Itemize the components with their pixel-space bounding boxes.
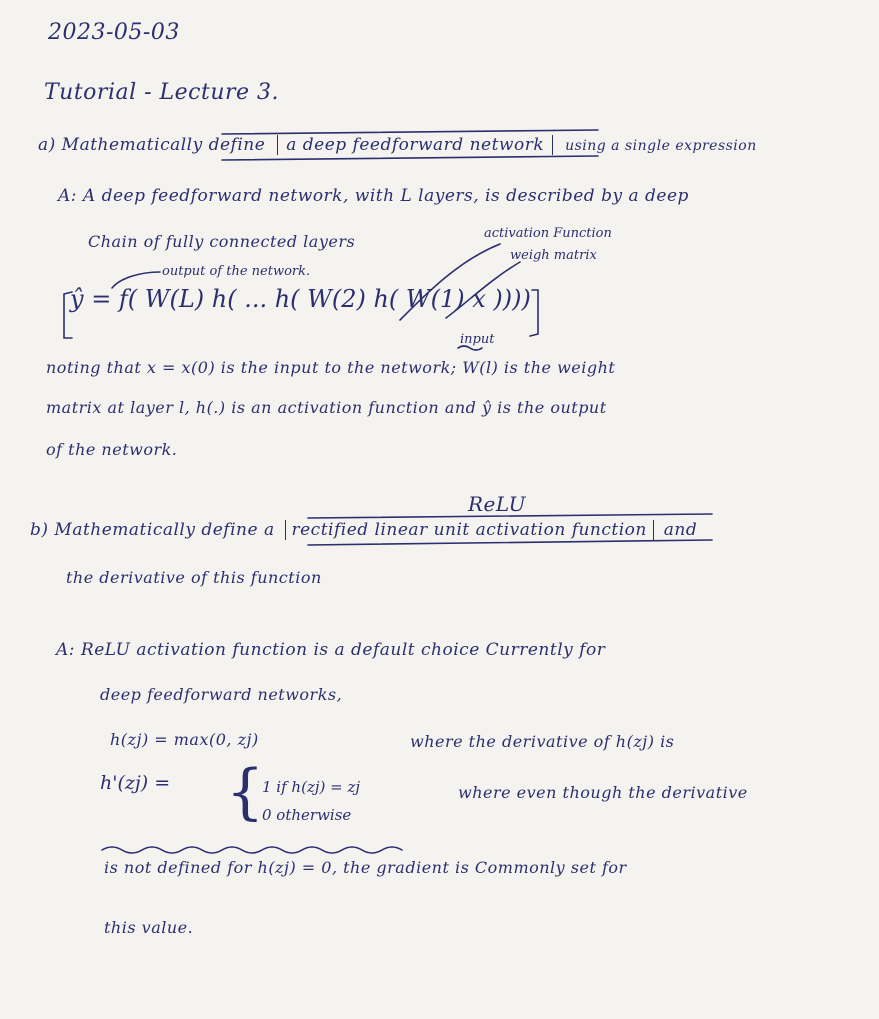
formula-text: ŷ = f( W(L) h( ... h( W(2) h( W(1) x )))) [70, 285, 531, 313]
question-b-prefix: b) Mathematically define a [30, 520, 275, 540]
note-line1: noting that x = x(0) is the input to the network; W(l) is the weight [46, 358, 616, 377]
annotation-weight-matrix: weigh matrix [510, 248, 597, 263]
note-line3: of the network. [46, 440, 178, 459]
tilde-input [458, 346, 482, 350]
derivative-note-a: where even though the derivative [458, 783, 748, 802]
question-b-boxed: rectified linear unit activation function [285, 520, 654, 540]
question-a-boxed: a deep feedforward network [277, 135, 553, 155]
answer-b-line1: A: ReLU activation function is a default choice Currently for [56, 640, 606, 660]
question-b-line2: the derivative of this function [66, 568, 322, 587]
derivative-case2: 0 otherwise [262, 806, 352, 824]
box-topline-a [222, 130, 598, 134]
cases-brace: { [226, 757, 265, 827]
annotation-output: output of the network. [162, 264, 311, 279]
date: 2023-05-03 [48, 20, 180, 45]
derivative-intro: where the derivative of h(zj) is [410, 732, 675, 751]
annotation-input: input [460, 332, 495, 347]
formula-bracket-right [530, 290, 538, 336]
arrow-output [112, 272, 160, 288]
question-a-suffix: using a single expression [565, 138, 757, 154]
answer-a-line2: Chain of fully connected layers [88, 232, 356, 251]
question-b-suffix: and [663, 520, 698, 540]
derivative-case1: 1 if h(zj) = zj [262, 778, 361, 796]
derivative-note-c: this value. [104, 918, 194, 937]
page-title: Tutorial - Lecture 3. [44, 80, 280, 105]
derivative-note-b: is not defined for h(zj) = 0, the gradient is Commonly set for [104, 858, 627, 877]
relu-label: ReLU [468, 492, 526, 516]
wavy-underline [102, 847, 402, 853]
derivative-lhs: h'(zj) = [100, 772, 171, 794]
arrow-activation [400, 244, 500, 320]
relu-formula: h(zj) = max(0, zj) [110, 730, 259, 749]
box-underline-a [222, 156, 598, 160]
arrow-weight [446, 262, 520, 318]
formula-bracket-left [64, 292, 72, 338]
note-line2: matrix at layer l, h(.) is an activation function and ŷ is the output [46, 398, 607, 417]
question-a-prefix: a) Mathematically define [38, 135, 266, 155]
box-topline-b [308, 514, 712, 518]
annotation-activation: activation Function [484, 226, 612, 241]
answer-b-line2: deep feedforward networks, [100, 685, 343, 704]
answer-a-line1: A: A deep feedforward network, with L layers, is described by a deep [58, 186, 689, 206]
box-underline-b [308, 540, 712, 545]
